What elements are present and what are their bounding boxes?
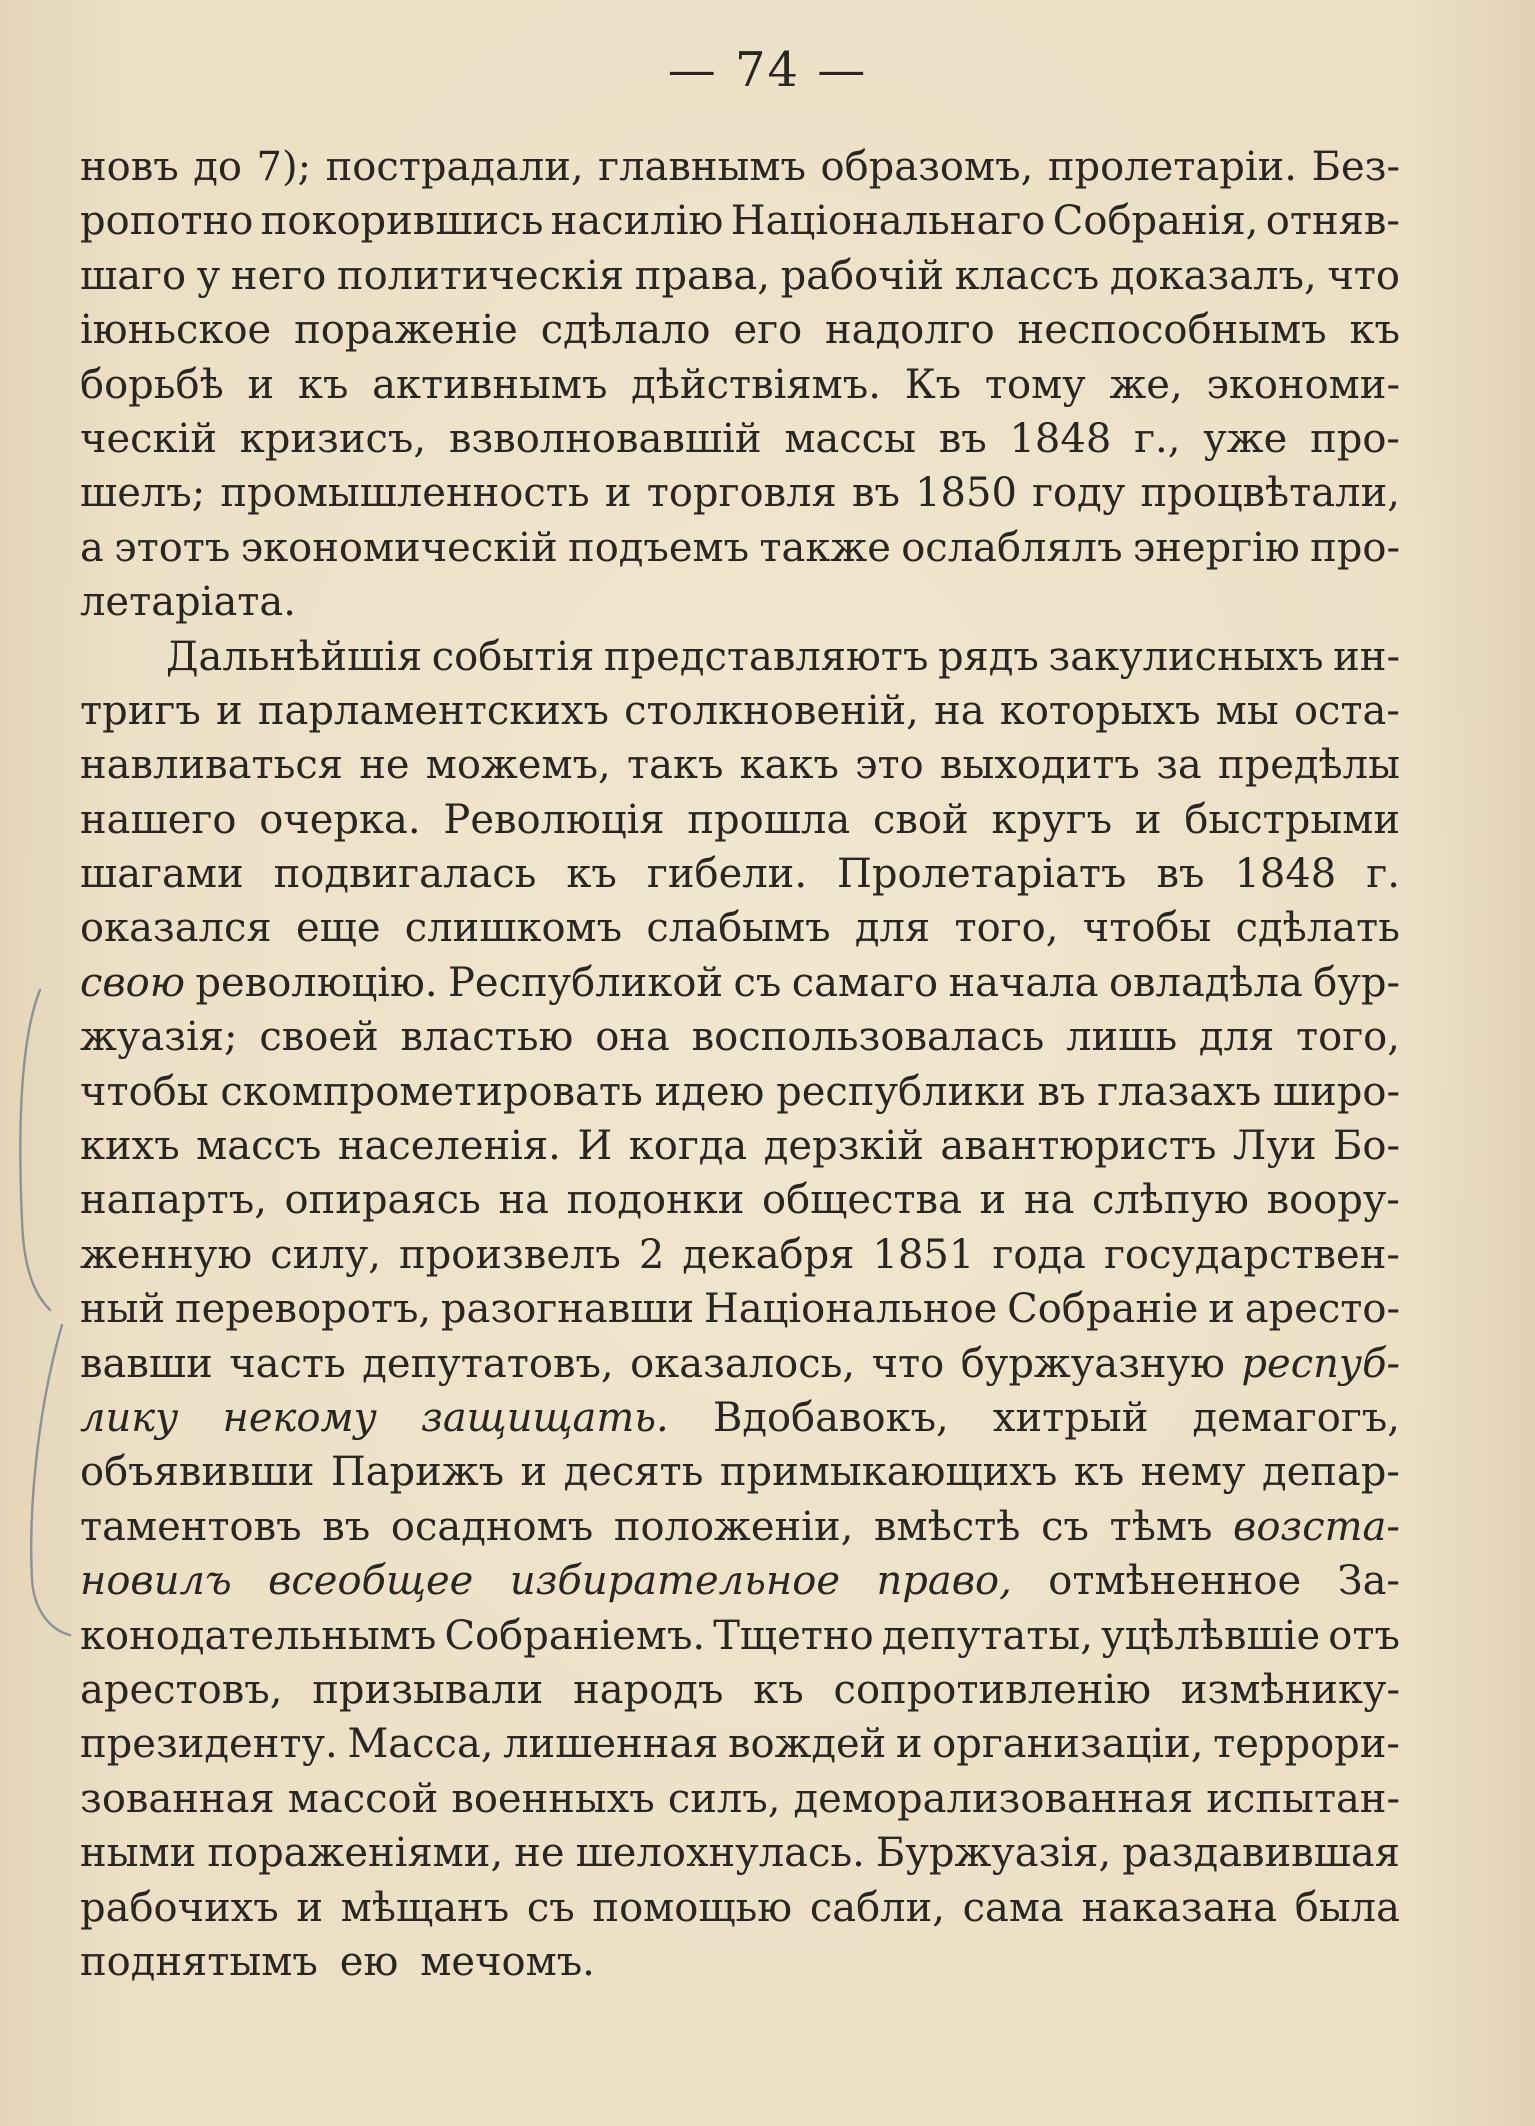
word: ею xyxy=(339,1938,399,1985)
word: наказана xyxy=(1081,1884,1278,1931)
word: президенту. xyxy=(80,1721,338,1768)
word: революцію. xyxy=(195,959,438,1006)
word: экономическій xyxy=(240,524,558,571)
word: въ xyxy=(322,1503,371,1550)
word: также xyxy=(759,524,891,571)
word: Собраніе xyxy=(1007,1286,1199,1333)
word: не xyxy=(359,742,410,789)
word: Собраніемъ. xyxy=(444,1612,706,1659)
word: сдѣлать xyxy=(1235,905,1400,952)
word: оказался xyxy=(80,905,272,952)
word: для xyxy=(854,905,931,952)
word: отъ xyxy=(1328,1612,1400,1659)
word: шелъ; xyxy=(80,470,206,517)
word: аресто- xyxy=(1244,1286,1400,1333)
word: организаціи, xyxy=(932,1721,1204,1768)
word: а xyxy=(80,524,104,571)
word: шелохнулась. xyxy=(575,1830,865,1877)
word: За- xyxy=(1337,1558,1400,1605)
word: республики xyxy=(776,1068,1026,1115)
word: классъ xyxy=(954,252,1100,299)
word: лишенная xyxy=(503,1721,719,1768)
text-line xyxy=(80,140,1400,194)
word: общества xyxy=(762,1177,962,1224)
word: населенія. xyxy=(337,1123,561,1170)
word: и xyxy=(979,1177,1007,1224)
word: уцѣлѣвшіе xyxy=(1101,1612,1321,1659)
word: 1848 xyxy=(1234,851,1337,898)
text-line xyxy=(80,1119,1400,1173)
word: пострадали, xyxy=(325,144,584,190)
word: свой xyxy=(873,796,969,843)
word: воору- xyxy=(1266,1177,1400,1224)
word: депутаты, xyxy=(881,1612,1093,1659)
word: ослаблялъ xyxy=(901,524,1123,571)
word: кризисъ, xyxy=(239,415,427,462)
text-line xyxy=(80,1337,1400,1391)
word: и xyxy=(520,1449,548,1496)
word: 1848 xyxy=(1009,415,1112,462)
word: респуб- xyxy=(1241,1340,1400,1387)
word: авантюристъ xyxy=(940,1123,1217,1170)
word: переворотъ, xyxy=(174,1286,432,1333)
word: тригъ xyxy=(80,687,201,734)
word: бур- xyxy=(1313,959,1400,1006)
word: ный xyxy=(80,1286,166,1333)
text-line xyxy=(80,249,1400,303)
word: право, xyxy=(876,1558,1012,1605)
word: до xyxy=(193,144,242,190)
word: жуазія; xyxy=(80,1014,238,1061)
text-line xyxy=(80,684,1400,738)
word: Національное xyxy=(703,1286,998,1333)
word: промышленность xyxy=(220,470,590,517)
word: и xyxy=(247,361,275,408)
word: въ xyxy=(1156,851,1205,898)
word: съ xyxy=(526,1884,575,1931)
word: и xyxy=(895,1721,923,1768)
word: еще xyxy=(295,905,381,952)
word: мѣщанъ xyxy=(340,1884,510,1931)
text-line xyxy=(80,1065,1400,1119)
word: къ xyxy=(297,361,349,408)
word: мечомъ. xyxy=(420,1938,595,1985)
word: глазахъ xyxy=(1097,1068,1262,1115)
word: возста- xyxy=(1233,1503,1400,1550)
word: это xyxy=(855,742,924,789)
text-line xyxy=(80,1826,1400,1880)
word: году xyxy=(1032,470,1126,517)
word: образомъ, xyxy=(820,144,1034,190)
word: къ xyxy=(1349,307,1400,354)
word: разогнавши xyxy=(440,1286,695,1333)
word: террори- xyxy=(1213,1721,1400,1768)
word: и xyxy=(604,470,632,517)
word: политическія xyxy=(336,252,625,299)
word: свою xyxy=(80,959,185,1006)
text-line xyxy=(80,1228,1400,1282)
word: навливаться xyxy=(80,742,344,789)
word: этотъ xyxy=(114,524,231,571)
word: зованная xyxy=(80,1775,275,1822)
word: подонки xyxy=(566,1177,745,1224)
word: 1851 xyxy=(872,1231,975,1278)
word: деморализованная xyxy=(793,1775,1194,1822)
word: лишь xyxy=(1066,1014,1178,1061)
word: вавши xyxy=(80,1340,213,1387)
word: Тщетно xyxy=(713,1612,874,1659)
word: быстрыми xyxy=(1184,796,1400,843)
word: дерзкій xyxy=(763,1123,924,1170)
word: своей xyxy=(259,1014,379,1061)
word: массъ xyxy=(196,1123,322,1170)
word: нему xyxy=(1140,1449,1246,1496)
word: событія xyxy=(431,633,595,680)
word: въ xyxy=(851,470,900,517)
text-line xyxy=(80,901,1400,955)
word: гибели. xyxy=(646,851,808,898)
text-line xyxy=(80,521,1400,575)
word: мы xyxy=(1215,687,1279,734)
word: лику xyxy=(80,1394,179,1441)
pencil-margin-mark xyxy=(10,980,80,1640)
word: нашего xyxy=(80,796,237,843)
word: декабря xyxy=(682,1231,855,1278)
word: неспособнымъ xyxy=(1017,307,1327,354)
word: г. xyxy=(1366,851,1400,898)
word: силу, xyxy=(270,1231,381,1278)
word: него xyxy=(230,252,327,299)
word: произвелъ xyxy=(398,1231,621,1278)
word: массы xyxy=(784,415,916,462)
word: и xyxy=(296,1884,324,1931)
text-line xyxy=(80,303,1400,357)
word: дѣйствіямъ. xyxy=(631,361,881,408)
word: измѣнику- xyxy=(1180,1666,1400,1713)
word: шаго xyxy=(80,252,187,299)
word: очерка. xyxy=(259,796,421,843)
word: широ- xyxy=(1272,1068,1400,1115)
word: примыкающихъ xyxy=(719,1449,1058,1496)
word: года xyxy=(992,1231,1086,1278)
word: предѣлы xyxy=(1217,742,1400,789)
word: осадномъ xyxy=(390,1503,594,1550)
word: про- xyxy=(1310,524,1400,571)
word: скомпрометировать xyxy=(220,1068,643,1115)
word: Республикой xyxy=(448,959,724,1006)
word: для xyxy=(1198,1014,1275,1061)
word: 1850 xyxy=(915,470,1017,517)
word: которыхъ xyxy=(999,687,1201,734)
word: начала xyxy=(948,959,1099,1006)
word: подъемъ xyxy=(568,524,750,571)
word: вождей xyxy=(727,1721,887,1768)
word: военныхъ xyxy=(451,1775,655,1822)
word: прошла xyxy=(687,796,851,843)
text-line xyxy=(80,956,1400,1010)
text-line xyxy=(80,1935,1400,1989)
word: Буржуазія, xyxy=(875,1830,1112,1877)
word: уже xyxy=(1203,415,1288,462)
word: И xyxy=(577,1123,613,1170)
word: буржуазную xyxy=(960,1340,1225,1387)
word: массой xyxy=(287,1775,439,1822)
word: Масса, xyxy=(347,1721,494,1768)
word: г., xyxy=(1134,415,1181,462)
word: въ xyxy=(1037,1068,1086,1115)
word: къ xyxy=(1073,1449,1125,1496)
word: къ xyxy=(753,1666,804,1713)
text-line xyxy=(80,194,1400,248)
word: какъ xyxy=(739,742,839,789)
text-line xyxy=(80,1663,1400,1717)
word: и xyxy=(216,687,243,734)
text-line xyxy=(80,1391,1400,1445)
text-line xyxy=(80,1500,1400,1554)
word: кругъ xyxy=(991,796,1113,843)
body-text xyxy=(80,140,1400,1989)
word: закулисныхъ xyxy=(1048,633,1324,680)
word: столкновеній, xyxy=(624,687,919,734)
word: десять xyxy=(563,1449,704,1496)
text-line xyxy=(80,1554,1400,1608)
text-line xyxy=(80,630,1400,684)
word: не xyxy=(514,1830,565,1877)
word: поднятымъ xyxy=(80,1938,318,1985)
word: на xyxy=(934,687,985,734)
word: властью xyxy=(400,1014,574,1061)
word: сабли, xyxy=(809,1884,945,1931)
word: когда xyxy=(628,1123,748,1170)
text-line xyxy=(80,1717,1400,1771)
text-line xyxy=(80,1609,1400,1663)
word: летаріата. xyxy=(80,579,296,626)
word: конодательнымъ xyxy=(80,1612,437,1659)
word: положеніи, xyxy=(613,1503,854,1550)
word: парламентскихъ xyxy=(257,687,609,734)
word: рабочій xyxy=(780,252,945,299)
word: овладѣла xyxy=(1108,959,1303,1006)
word: кихъ xyxy=(80,1123,180,1170)
word: того, xyxy=(1296,1014,1400,1061)
word: отняв- xyxy=(1265,198,1400,245)
word: 2 xyxy=(638,1231,665,1278)
word: энергію xyxy=(1132,524,1300,571)
text-line xyxy=(80,847,1400,901)
word: насилію xyxy=(550,198,724,245)
word: Національнаго xyxy=(730,198,1046,245)
word: депар- xyxy=(1261,1449,1400,1496)
text-line xyxy=(80,412,1400,466)
word: Луи xyxy=(1232,1123,1317,1170)
word: у xyxy=(196,252,221,299)
text-line xyxy=(80,358,1400,412)
word: покорившись xyxy=(260,198,544,245)
word: съ xyxy=(1041,1503,1089,1550)
word: народъ xyxy=(573,1666,724,1713)
word: ными xyxy=(80,1830,197,1877)
text-line xyxy=(80,793,1400,847)
word: пролетаріи. xyxy=(1047,144,1298,190)
word: Къ xyxy=(904,361,962,408)
word: некому xyxy=(222,1394,377,1441)
word: Вдобавокъ, xyxy=(712,1394,949,1441)
word: Бо- xyxy=(1332,1123,1400,1170)
word: за xyxy=(1156,742,1202,789)
word: демагогъ, xyxy=(1192,1394,1400,1441)
word: тому xyxy=(984,361,1086,408)
word: воспользовалась xyxy=(691,1014,1045,1061)
text-line xyxy=(80,1445,1400,1499)
word: слабымъ xyxy=(646,905,831,952)
word: сопротивленію xyxy=(833,1666,1152,1713)
word: борьбѣ xyxy=(80,361,224,408)
word: силъ, xyxy=(667,1775,781,1822)
word: и xyxy=(1208,1286,1235,1333)
word: того, xyxy=(954,905,1059,952)
word: на xyxy=(498,1177,549,1224)
word: Дальнѣйшія xyxy=(166,633,423,680)
word: она xyxy=(595,1014,670,1061)
word: и xyxy=(1134,796,1162,843)
word: экономи- xyxy=(1206,361,1400,408)
word: шагами xyxy=(80,851,244,898)
word: всеобщее xyxy=(268,1558,474,1605)
word: можемъ, xyxy=(425,742,611,789)
word: что xyxy=(1327,252,1400,299)
word: отмѣненное xyxy=(1048,1558,1302,1605)
word: женную xyxy=(80,1231,253,1278)
word: про- xyxy=(1310,415,1400,462)
word: права, xyxy=(634,252,770,299)
word: арестовъ, xyxy=(80,1666,283,1713)
word: іюньское xyxy=(80,307,272,354)
word: раздавившая xyxy=(1122,1830,1400,1877)
page-number: — 74 — xyxy=(667,42,868,98)
word: таментовъ xyxy=(80,1503,302,1550)
word: идею xyxy=(654,1068,765,1115)
word: пораженіе xyxy=(294,307,518,354)
word: Без- xyxy=(1311,144,1400,190)
word: сдѣлало xyxy=(540,307,711,354)
word: тѣмъ xyxy=(1109,1503,1213,1550)
word: на xyxy=(1023,1177,1075,1224)
word: подвигалась xyxy=(273,851,537,898)
word: рабочихъ xyxy=(80,1884,279,1931)
word: опираясь xyxy=(284,1177,481,1224)
word: выходитъ xyxy=(939,742,1140,789)
text-line xyxy=(80,466,1400,520)
word: ческій xyxy=(80,415,217,462)
word: надолго xyxy=(825,307,995,354)
word: вмѣстѣ xyxy=(874,1503,1021,1550)
text-line xyxy=(80,1881,1400,1935)
word: была xyxy=(1294,1884,1400,1931)
word: испытан- xyxy=(1206,1775,1400,1822)
word: оста- xyxy=(1293,687,1400,734)
text-line xyxy=(80,1282,1400,1336)
word: новилъ xyxy=(80,1558,232,1605)
text-line xyxy=(80,1010,1400,1064)
word: представляютъ xyxy=(603,633,929,680)
text-line xyxy=(80,738,1400,792)
word: доказалъ, xyxy=(1109,252,1317,299)
word: слѣпую xyxy=(1091,1177,1249,1224)
word: призывали xyxy=(312,1666,544,1713)
word: Парижъ xyxy=(330,1449,505,1496)
word: новъ xyxy=(80,144,179,190)
word: часть xyxy=(229,1340,346,1387)
word: чтобы xyxy=(1082,905,1212,952)
word: же, xyxy=(1109,361,1183,408)
word: депутатовъ, xyxy=(362,1340,614,1387)
word: ин- xyxy=(1333,633,1400,680)
word: торговля xyxy=(646,470,837,517)
word: напартъ, xyxy=(80,1177,267,1224)
word: процвѣтали, xyxy=(1140,470,1400,517)
word: защищать. xyxy=(421,1394,669,1441)
word: избирательное xyxy=(509,1558,840,1605)
word: хитрый xyxy=(992,1394,1149,1441)
word: 7); xyxy=(256,144,312,190)
word: ропотно xyxy=(80,198,254,245)
text-line xyxy=(80,575,1400,629)
word: государствен- xyxy=(1103,1231,1400,1278)
word: пораженіями, xyxy=(207,1830,504,1877)
text-line xyxy=(80,1173,1400,1227)
word: Революція xyxy=(443,796,665,843)
word: рядъ xyxy=(937,633,1039,680)
word: съ xyxy=(733,959,782,1006)
word: сама xyxy=(962,1884,1064,1931)
word: что xyxy=(871,1340,945,1387)
word: самаго xyxy=(791,959,939,1006)
word: чтобы xyxy=(80,1068,209,1115)
word: помощью xyxy=(592,1884,793,1931)
word: въ xyxy=(938,415,987,462)
word: взволновавшій xyxy=(448,415,762,462)
word: Собранія, xyxy=(1052,198,1259,245)
word: слишкомъ xyxy=(404,905,623,952)
word: Пролетаріатъ xyxy=(837,851,1127,898)
word: оказалось, xyxy=(630,1340,856,1387)
text-line xyxy=(80,1772,1400,1826)
word: активнымъ xyxy=(372,361,608,408)
word: такъ xyxy=(626,742,724,789)
word: объявивши xyxy=(80,1449,315,1496)
word: главнымъ xyxy=(598,144,806,190)
word: къ xyxy=(566,851,617,898)
word: его xyxy=(733,307,803,354)
